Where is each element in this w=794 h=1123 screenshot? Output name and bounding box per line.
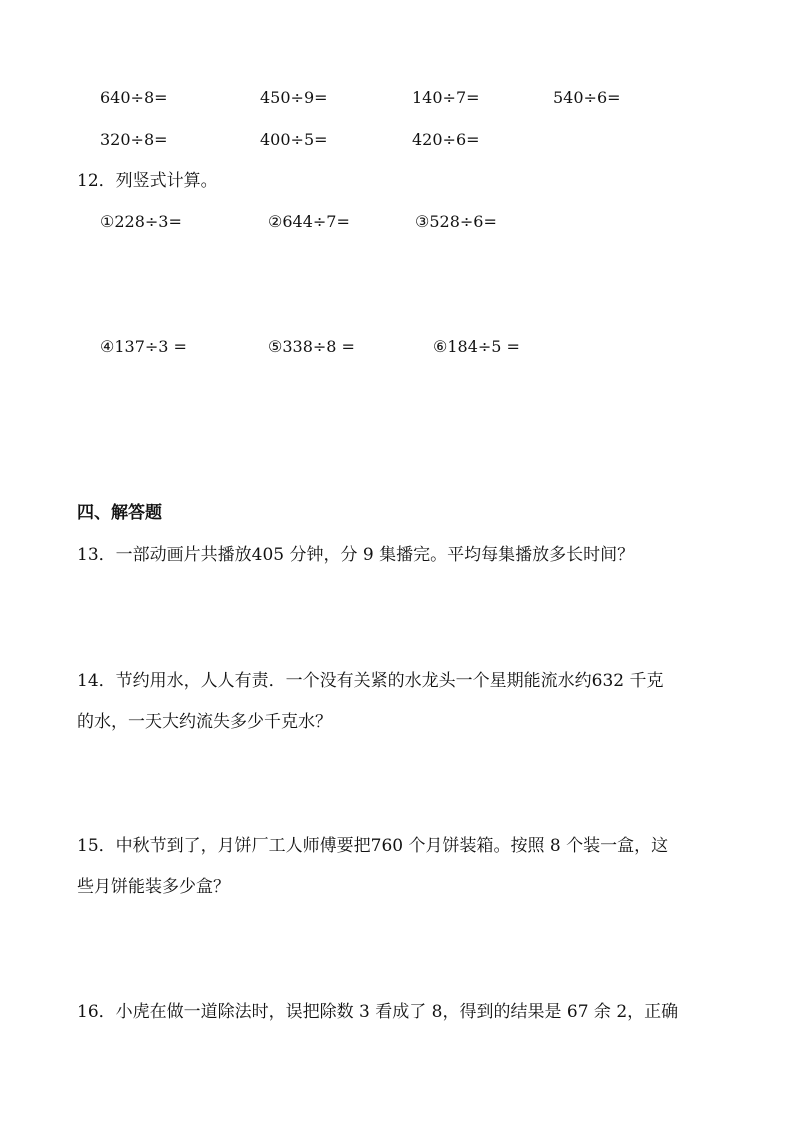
question-15-line-1: 15．中秋节到了，月饼厂工人师傅要把760 个月饼装箱。按照 8 个装一盒，这 [77,836,669,856]
oral-calc-3: 140÷7= [412,88,480,107]
oral-calc-2: 450÷9= [260,88,328,107]
oral-calc-4: 540÷6= [553,88,621,107]
vertical-calc-5: ⑤338÷8 = [268,337,355,356]
question-13-text: 13．一部动画片共播放405 分钟，分 9 集播完。平均每集播放多长时间？ [77,545,635,565]
vertical-calc-1: ①228÷3= [100,212,182,231]
question-16-line-1: 16．小虎在做一道除法时，误把除数 3 看成了 8，得到的结果是 67 余 2，正确 [77,1002,679,1022]
question-14-line-1: 14．节约用水，人人有责．一个没有关紧的水龙头一个星期能流水约632 千克 [77,671,664,691]
oral-calc-7: 420÷6= [412,130,480,149]
vertical-calc-2: ②644÷7= [268,212,350,231]
oral-calc-5: 320÷8= [100,130,168,149]
oral-calc-1: 640÷8= [100,88,168,107]
vertical-calc-4: ④137÷3 = [100,337,187,356]
question-14-line-2: 的水，一天大约流失多少千克水？ [77,712,332,732]
oral-calc-6: 400÷5= [260,130,328,149]
question-15-line-2: 些月饼能装多少盒？ [77,877,230,897]
question-12-title: 12．列竖式计算。 [77,171,218,191]
vertical-calc-3: ③528÷6= [415,212,497,231]
vertical-calc-6: ⑥184÷5 = [433,337,520,356]
section-4-heading: 四、解答题 [77,503,162,523]
